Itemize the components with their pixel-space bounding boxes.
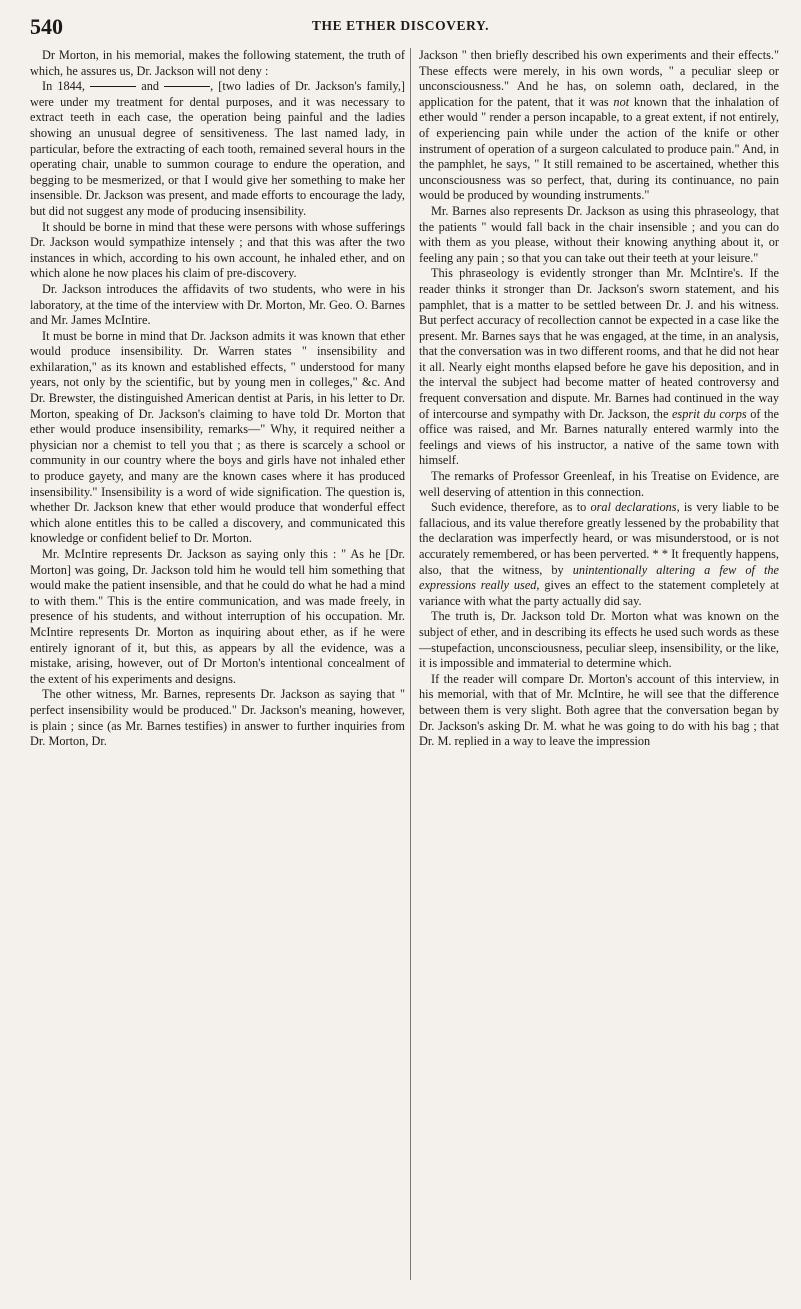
paragraph: Mr. McIntire represents Dr. Jackson as saying only this : " As he [Dr. Morton] was going, Dr. Jackson told him he would tell him something that would make the patient insensible, and that he could do what he had a mind to with them." This is the entire communication, and was made freely, in presence of his students, and without interruption of his occupation. Mr. McIntire represents Dr. Morton as inquiring about ether, as if he were entirely ignorant of it, but this, as appears by all the evidence, was a mistake, arising, however, out of Dr Morton's intentional concealment of the extent of his experiments and designs.	[30, 547, 405, 686]
column-divider	[410, 48, 411, 1280]
page-header	[30, 14, 771, 38]
running-title: THE ETHER DISCOVERY.	[311, 18, 490, 33]
redacted-name-blank	[164, 86, 210, 87]
paragraph: It must be borne in mind that Dr. Jackson admits it was known that ether would produce insensibility. Dr. Warren states " insensibility and exhilaration," as its known and established effects, " understood for many years, not only by the scientific, but by young men in colleges," &c. And Dr. Brewster, the distinguished American dentist at Paris, in his letter to Dr. Morton, speaking of Dr. Jackson's claiming to have told Dr. Morton that ether would produce insensibility, remarks—" Why, it required neither a physician nor a chemist to tell you that ; as there is scarcely a school or community in our country where the boys and girls have not inhaled ether to produce gayety, and many are the known cases where it has produced insensibility." Insensibility is a word of wide signification. The question is, whether Dr. Jackson knew that ether would produce that wonderful effect which alone entitles this to be called a discovery, and communicated this knowledge or confident belief to Dr. Morton.	[30, 328, 405, 546]
continued-paragraph: Jackson " then briefly described his own experiments and their effects." These effects were merely, in his own words, " a peculiar sleep or unconsciousness." And he has, on solemn oath, declared, in the application for the patent, that it was not known that the inhalation of ether would " render a person incapable, to a great extent, if not entirely, of experiencing pain while under the action of the knife or other instrument of operation of a surgeon calculated to produce pain." And, in the pamphlet, he says, " It still remained to be ascertained, whether this unconsciousness was so perfect, that, during its continuance, no pain would be produced by wounding instruments."	[419, 48, 779, 203]
right-column	[419, 48, 779, 750]
quoted-treatise-paragraph: Such evidence, therefore, as to oral declarations, is very liable to be fallacious, and its value therefore greatly lessened by the probability that the declaration was imperfectly heard, or was misunderstood, or is not accurately remembered, or has been perverted. * * It frequently happens, also, that the witness, by unintentionally altering a few of the expressions really used, gives an effect to the statement completely at variance with what the party actually did say.	[419, 500, 780, 608]
page-number: 540	[30, 14, 63, 39]
paragraph: The other witness, Mr. Barnes, represents Dr. Jackson as saying that " perfect insensibility would be produced." Dr. Jackson's meaning, however, is plain ; since (as Mr. Barnes testifies) in answer to further inquiries from Dr. Morton, Dr.	[30, 687, 405, 749]
paragraph: It should be borne in mind that these were persons with whose sufferings Dr. Jackson would sympathize intensely ; and that this was after the two instances in which, according to his own account, he inhaled ether, and on which alone he now places his claim of pre-discovery.	[30, 219, 405, 281]
quoted-memorial-paragraph: In 1844, and , [two ladies of Dr. Jackson's family,] were under my treatment for dental purposes, and it was necessary to extract teeth in each case, the operation being painful and the ladies showing an unusual degree of sensitiveness. The last named lady, in particular, before the extracting of each tooth, remained several hours in the operating chair, unable to summon courage to endure the operation, and begging to be mesmerized, or that I would give her something to make her insensible. Dr. Jackson was present, and made efforts to encourage the lady, but did not suggest any mode of producing insensibility.	[30, 79, 406, 218]
paragraph: This phraseology is evidently stronger than Mr. McIntire's. If the reader thinks it stronger than Dr. Jackson's sworn statement, and his pamphlet, that is a matter to be settled between Dr. J. and his witness. But perfect accuracy of recollection cannot be expected in a case like the present. Mr. Barnes says that he was engaged, at the time, in an analysis, that the conversation was in two different rooms, and that he did not hear it all. Nearly eight months elapsed before he gave his deposition, and in the interval the subject had become matter of heated controversy and frequent conversation and dispute. Mr. Barnes had continued in the way of intercourse and sympathy with Dr. Jackson, the esprit du corps of the office was raised, and Mr. Barnes naturally entered warmly into the feelings and views of his instructor, a native of the same town with himself.	[419, 266, 779, 468]
paragraph: Dr Morton, in his memorial, makes the following statement, the truth of which, he assures us, Dr. Jackson will not deny :	[30, 48, 405, 78]
paragraph: If the reader will compare Dr. Morton's account of this interview, in his memorial, with that of Mr. McIntire, he will see that the difference between them is very slight. Both agree that the conversation began by Dr. Jackson's asking Dr. M. what he was going to do with his bag ; that Dr. M. replied in a way to leave the impression	[419, 671, 779, 749]
redacted-name-blank	[90, 86, 136, 87]
paragraph: Dr. Jackson introduces the affidavits of two students, who were in his laboratory, at the time of the interview with Dr. Morton, Mr. Geo. O. Barnes and Mr. James McIntire.	[30, 281, 405, 328]
paragraph: The remarks of Professor Greenleaf, in his Treatise on Evidence, are well deserving of attention in this connection.	[419, 469, 779, 499]
paragraph: Mr. Barnes also represents Dr. Jackson as using this phraseology, that the patients " would fall back in the chair insensible ; and you can do with them as you please, without their knowing anything about it, or feeling any pain ; so that you can take out their teeth at your leisure."	[419, 203, 779, 265]
left-column	[30, 48, 405, 750]
paragraph: The truth is, Dr. Jackson told Dr. Morton what was known on the subject of ether, and in describing its effects he used such words as these—stupefaction, unconsciousness, peculiar sleep, insensibility, or the like, it is impossible and immaterial to determine which.	[419, 609, 779, 671]
